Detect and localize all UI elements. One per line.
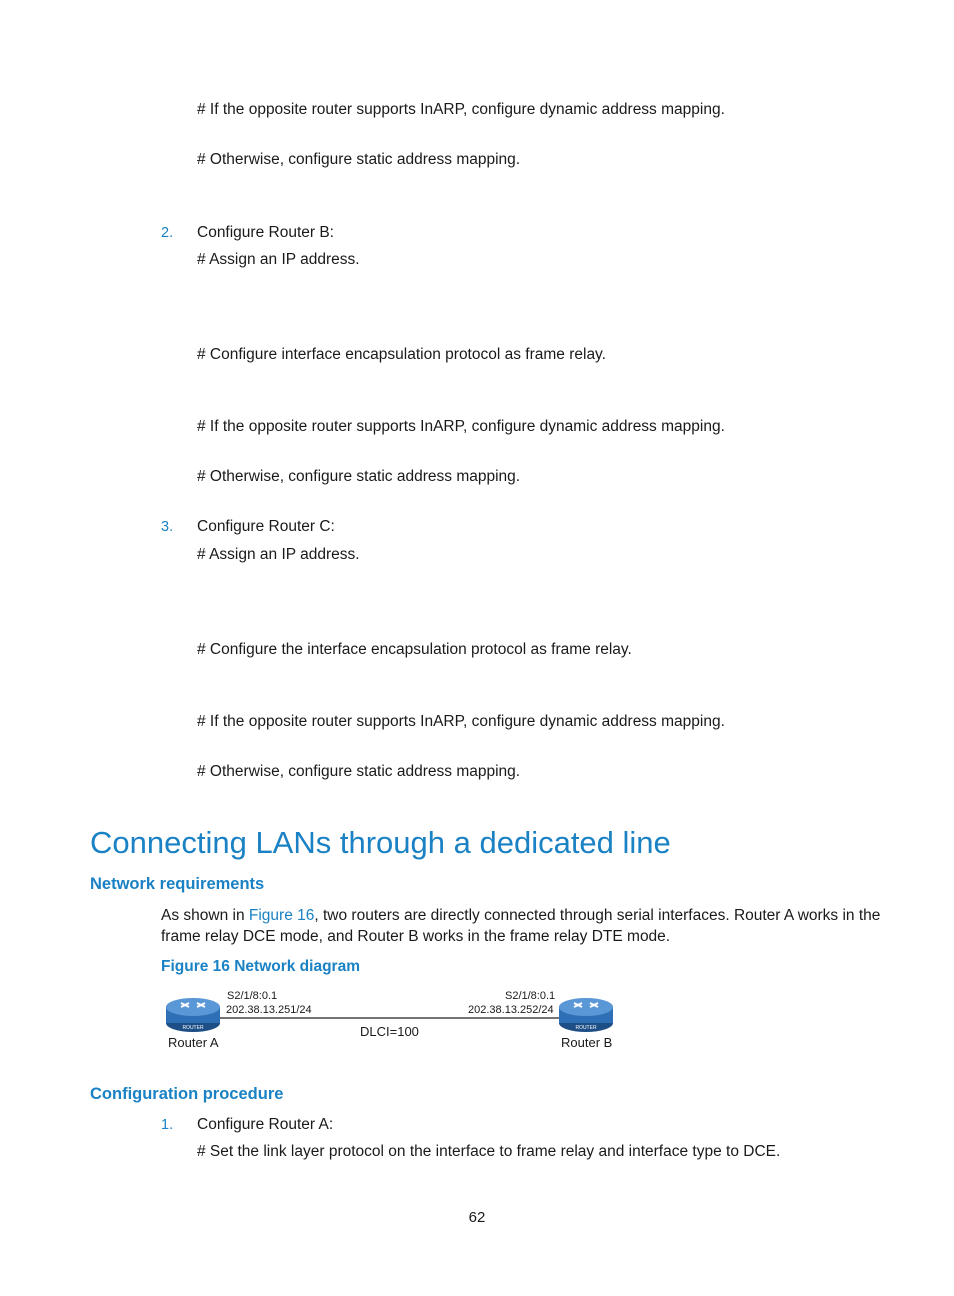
configuration-procedure-heading: Configuration procedure: [90, 1085, 284, 1103]
text-inarp-dynamic: # If the opposite router supports InARP, configure dynamic address mapping.: [197, 101, 725, 118]
page-number: 62: [468, 1209, 486, 1226]
network-diagram: [160, 985, 620, 1055]
text-link-layer: # Set the link layer protocol on the interface to frame relay and interface type to DCE.: [197, 1143, 781, 1160]
text-encapsulation: # Configure interface encapsulation protocol as frame relay.: [197, 346, 606, 363]
text-static-mapping: # Otherwise, configure static address mapping.: [197, 151, 521, 168]
network-requirements-heading: Network requirements: [90, 875, 265, 893]
router-a-label: Router A: [168, 1035, 219, 1050]
step-title: Configure Router B:: [197, 224, 334, 241]
router-b-interface-label: S2/1/8:0.1: [505, 990, 556, 1002]
requirements-paragraph: [161, 905, 881, 947]
router-a-icon-text: ROUTER: [182, 1025, 204, 1031]
text-inarp-dynamic: # If the opposite router supports InARP, configure dynamic address mapping.: [197, 418, 725, 435]
step-number: 2.: [161, 225, 174, 241]
para-suffix: , two routers are directly connected through serial interfaces. Router A works in the frame relay DCE mode, and Router B works in the frame relay DTE mode.: [161, 907, 881, 945]
router-a-interface-label: S2/1/8:0.1: [227, 990, 278, 1002]
router-b-icon-text: ROUTER: [575, 1025, 597, 1031]
text-assign-ip: # Assign an IP address.: [197, 251, 360, 268]
router-a-ip-label: 202.38.13.251/24: [226, 1004, 312, 1016]
router-a-icon: [166, 998, 220, 1032]
text-static-mapping: # Otherwise, configure static address mapping.: [197, 468, 521, 485]
step-title: Configure Router A:: [197, 1116, 334, 1133]
step-number: 3.: [161, 519, 174, 535]
section-title: Connecting LANs through a dedicated line: [90, 825, 671, 860]
router-b-label: Router B: [561, 1035, 613, 1050]
text-static-mapping: # Otherwise, configure static address mapping.: [197, 763, 521, 780]
figure-caption: Figure 16 Network diagram: [161, 958, 360, 975]
dlci-label: DLCI=100: [360, 1024, 419, 1039]
text-assign-ip: # Assign an IP address.: [197, 546, 360, 563]
para-prefix: As shown in: [161, 907, 249, 924]
step-number: 1.: [161, 1117, 174, 1133]
router-b-ip-label: 202.38.13.252/24: [468, 1004, 554, 1016]
text-encapsulation: # Configure the interface encapsulation protocol as frame relay.: [197, 641, 632, 658]
text-inarp-dynamic: # If the opposite router supports InARP, configure dynamic address mapping.: [197, 713, 725, 730]
step-title: Configure Router C:: [197, 518, 335, 535]
router-b-icon: [559, 998, 613, 1032]
figure-link[interactable]: Figure 16: [248, 907, 315, 924]
